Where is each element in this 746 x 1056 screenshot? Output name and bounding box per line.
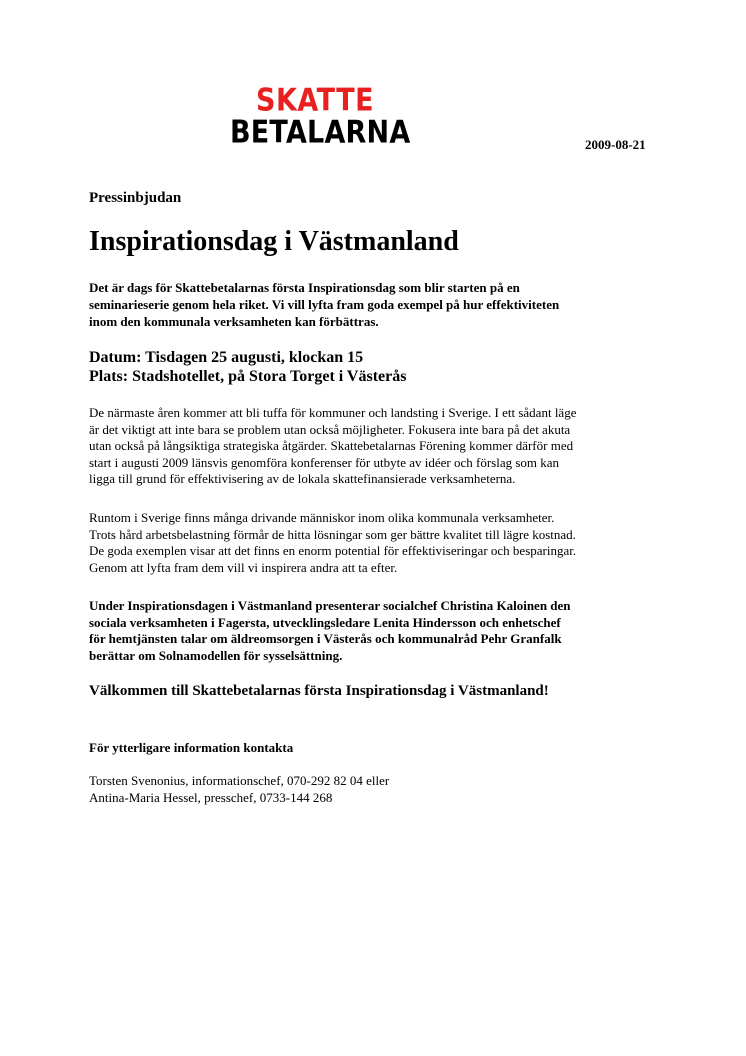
document-label: Pressinbjudan: [89, 190, 182, 206]
logo-line-betalarna: BETALARNA: [230, 114, 411, 151]
document-date: 2009-08-21: [585, 137, 646, 152]
lead-line: Det är dags för Skattebetalarnas första Inspirationsdag som blir starten på en: [89, 280, 520, 295]
paragraph-line: start i augusti 2009 länsvis genomföra konferenser för utbyte av idéer och förslag som kan: [89, 454, 560, 470]
event-place: Plats: Stadshotellet, på Stora Torget i Västerås: [89, 368, 407, 385]
body-paragraph-2: [89, 510, 669, 576]
contact-entry: Antina-Maria Hessel, presschef, 0733-144 268: [89, 789, 333, 805]
contact-list: [89, 773, 669, 806]
welcome-line: Välkommen till Skattebetalarnas första Inspirationsdag i Västmanland!: [89, 683, 549, 699]
event-details: [89, 348, 669, 386]
paragraph-line: De goda exemplen visar att det finns en enorm potential för effektiviseringar och besparingar.: [89, 543, 577, 558]
paragraph-line: sociala verksamheten i Fagersta, utvecklingsledare Lenita Hindersson och enhetschef: [89, 614, 561, 630]
paragraph-line: utan också på långsiktiga strategiska åtgärder. Skattebetalarnas Förening kommer därför med: [89, 438, 574, 453]
paragraph-line: Runtom i Sverige finns många drivande människor inom olika kommunala verksamheter.: [89, 510, 555, 525]
paragraph-line: berättar om Solnamodellen för sysselsättning.: [89, 647, 343, 663]
contact-entry: Torsten Svenonius, informationschef, 070-292 82 04 eller: [89, 773, 390, 788]
speakers-paragraph: [89, 598, 669, 664]
page-title: Inspirationsdag i Västmanland: [89, 226, 459, 257]
body-paragraph-1: [89, 405, 669, 488]
skattebetalarna-logo: [230, 82, 411, 151]
event-date: Datum: Tisdagen 25 augusti, klockan 15: [89, 349, 364, 366]
paragraph-line: ligga till grund för effektivisering av de lokala skattefinansierade verksamheterna.: [89, 471, 516, 486]
lead-line: seminarieserie genom hela riket. Vi vill lyfta fram goda exempel på hur effektiviteten: [89, 297, 560, 312]
logo-line-skatte: SKATTE: [256, 82, 375, 119]
paragraph-line: Trots hård arbetsbelastning förmår de hitta lösningar som ger bättre kvalitet till lägre kostnad.: [89, 526, 576, 542]
lead-line: inom den kommunala verksamheten kan förbättras.: [89, 314, 379, 329]
contact-heading: För ytterligare information kontakta: [89, 740, 294, 755]
paragraph-line: är det viktigt att inte bara se problem utan också möjligheter. Fokusera inte bara på det akuta: [89, 421, 571, 437]
paragraph-line: för hemtjänsten talar om äldreomsorgen i Västerås och kommunalråd Pehr Granfalk: [89, 631, 562, 646]
paragraph-line: Genom att lyfta fram dem vill vi inspirera andra att ta efter.: [89, 559, 398, 575]
paragraph-line: De närmaste åren kommer att bli tuffa för kommuner och landsting i Sverige. I ett sådant läge: [89, 405, 577, 420]
paragraph-line: Under Inspirationsdagen i Västmanland presenterar socialchef Christina Kaloinen den: [89, 598, 571, 613]
lead-paragraph: [89, 279, 669, 330]
